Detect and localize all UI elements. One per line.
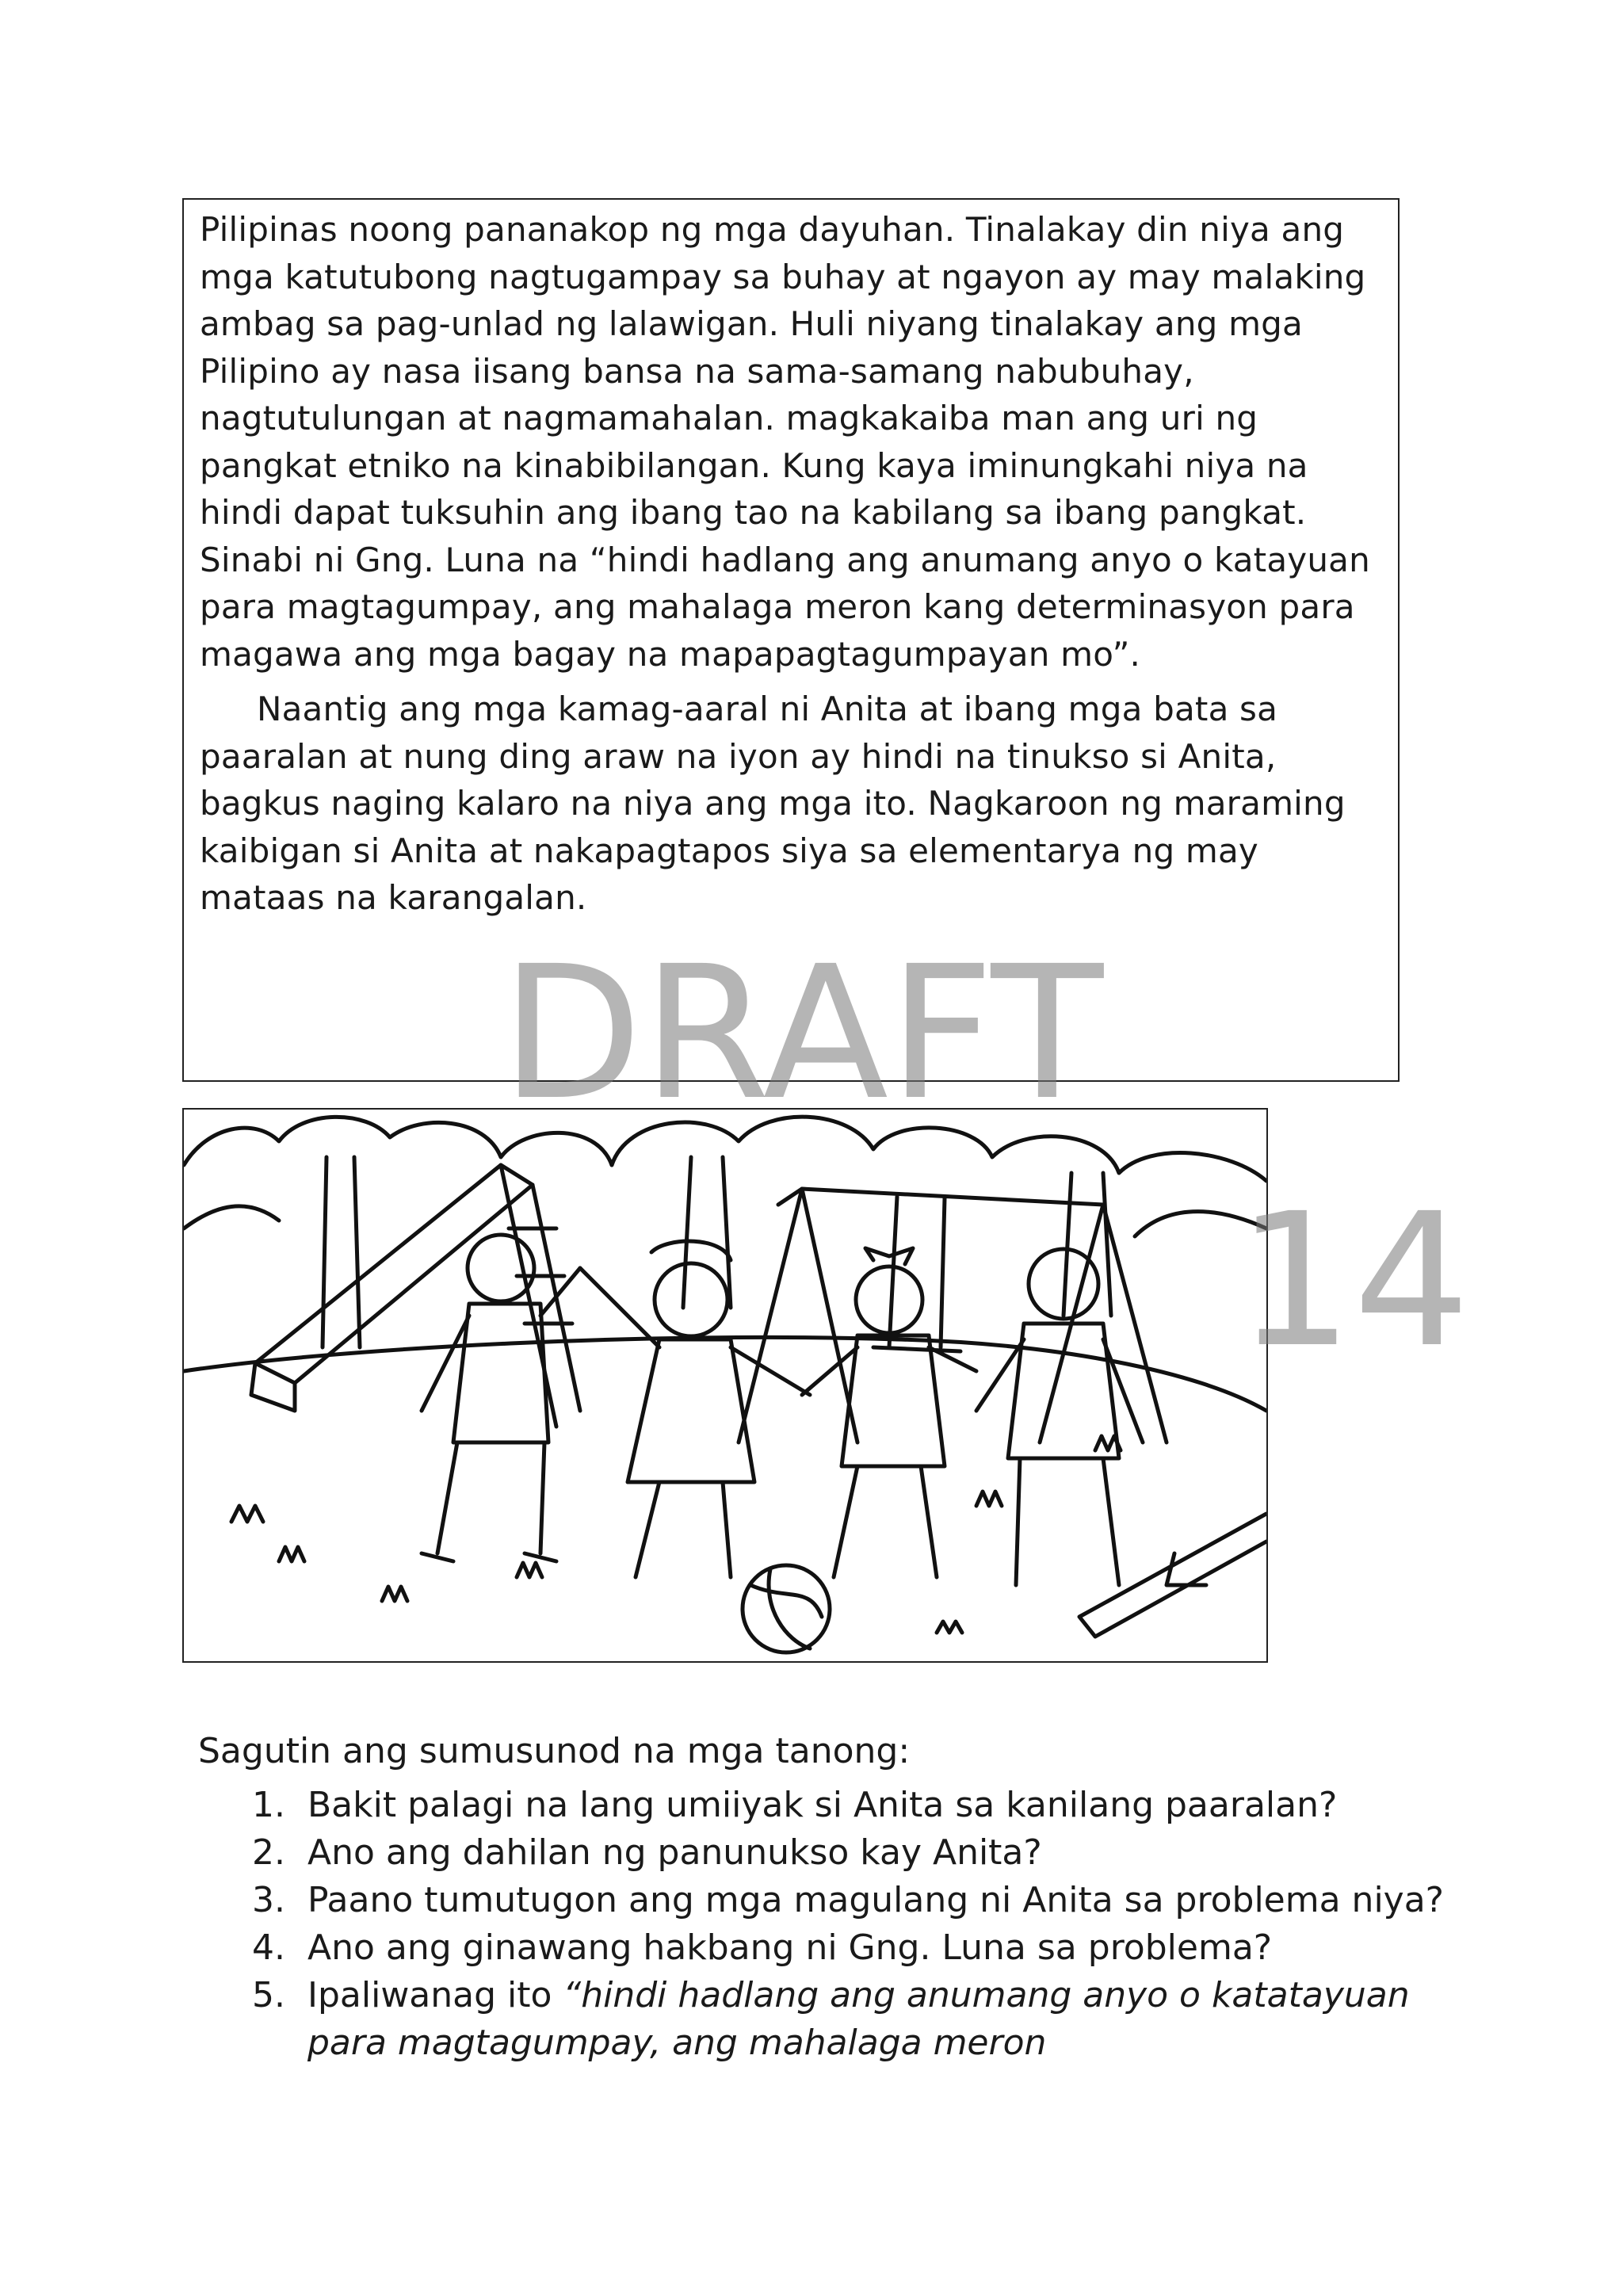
questions-list xyxy=(198,1782,1498,2067)
story-paragraph-2: Naantig ang mga kamag-aaral ni Anita at ibang mga bata sa paaralan at nung ding araw na iyon ay hindi na tinukso si Anita, bagkus naging kalaro na niya ang mga ito. Nagkaroon ng maraming kaibigan si Anita at nakapagtapos siya sa elementarya ng may mataas na karangalan. xyxy=(200,690,1346,917)
question-5-quote: “hindi hadlang ang anumang anyo o katatayuan para magtagumpay, ang mahalaga meron xyxy=(307,1975,1410,2063)
question-item xyxy=(296,1972,1498,2067)
draft-watermark: DRAFT xyxy=(501,926,1104,1140)
playground-illustration xyxy=(182,1108,1268,1663)
questions-section xyxy=(198,1728,1498,2067)
question-5-lead: Ipaliwanag ito xyxy=(307,1975,563,2015)
questions-prompt: Sagutin ang sumusunod na mga tanong: xyxy=(198,1731,911,1771)
question-item: 1. Bakit palagi na lang umiiyak si Anita sa kanilang paaralan? xyxy=(296,1782,1498,1829)
story-paragraph-1: Pilipinas noong pananakop ng mga dayuhan. Tinalakay din niya ang mga katutubong nagtugampay sa buhay at ngayon ay may malaking ambag sa pag-unlad ng lalawigan. Huli niyang tinalakay ang mga Pilipino ay nasa iisang bansa na sama-samang nabubuhay, nagtutulungan at nagmamahalan. magkakaiba man ang uri ng pangkat etniko na kinabibilangan. Kung kaya iminungkahi niya na hindi dapat tuksuhin ang ibang tao na kabilang sa ibang pangkat. Sinabi ni Gng. Luna na “hindi hadlang ang anumang anyo o katayuan para magtagumpay, ang mahalaga meron kang determinasyon para magawa ang mga bagay na mapapagtagumpayan mo”. xyxy=(200,210,1370,674)
story-text-box xyxy=(182,198,1400,1082)
question-item: 2. Ano ang dahilan ng panunukso kay Anita? xyxy=(296,1829,1498,1877)
year-watermark: 14 xyxy=(1236,1174,1471,1388)
question-item: 3. Paano tumutugon ang mga magulang ni Anita sa problema niya? xyxy=(296,1877,1498,1924)
question-item: 4. Ano ang ginawang hakbang ni Gng. Luna sa problema? xyxy=(296,1924,1498,1972)
children-playing-drawing xyxy=(184,1110,1266,1661)
